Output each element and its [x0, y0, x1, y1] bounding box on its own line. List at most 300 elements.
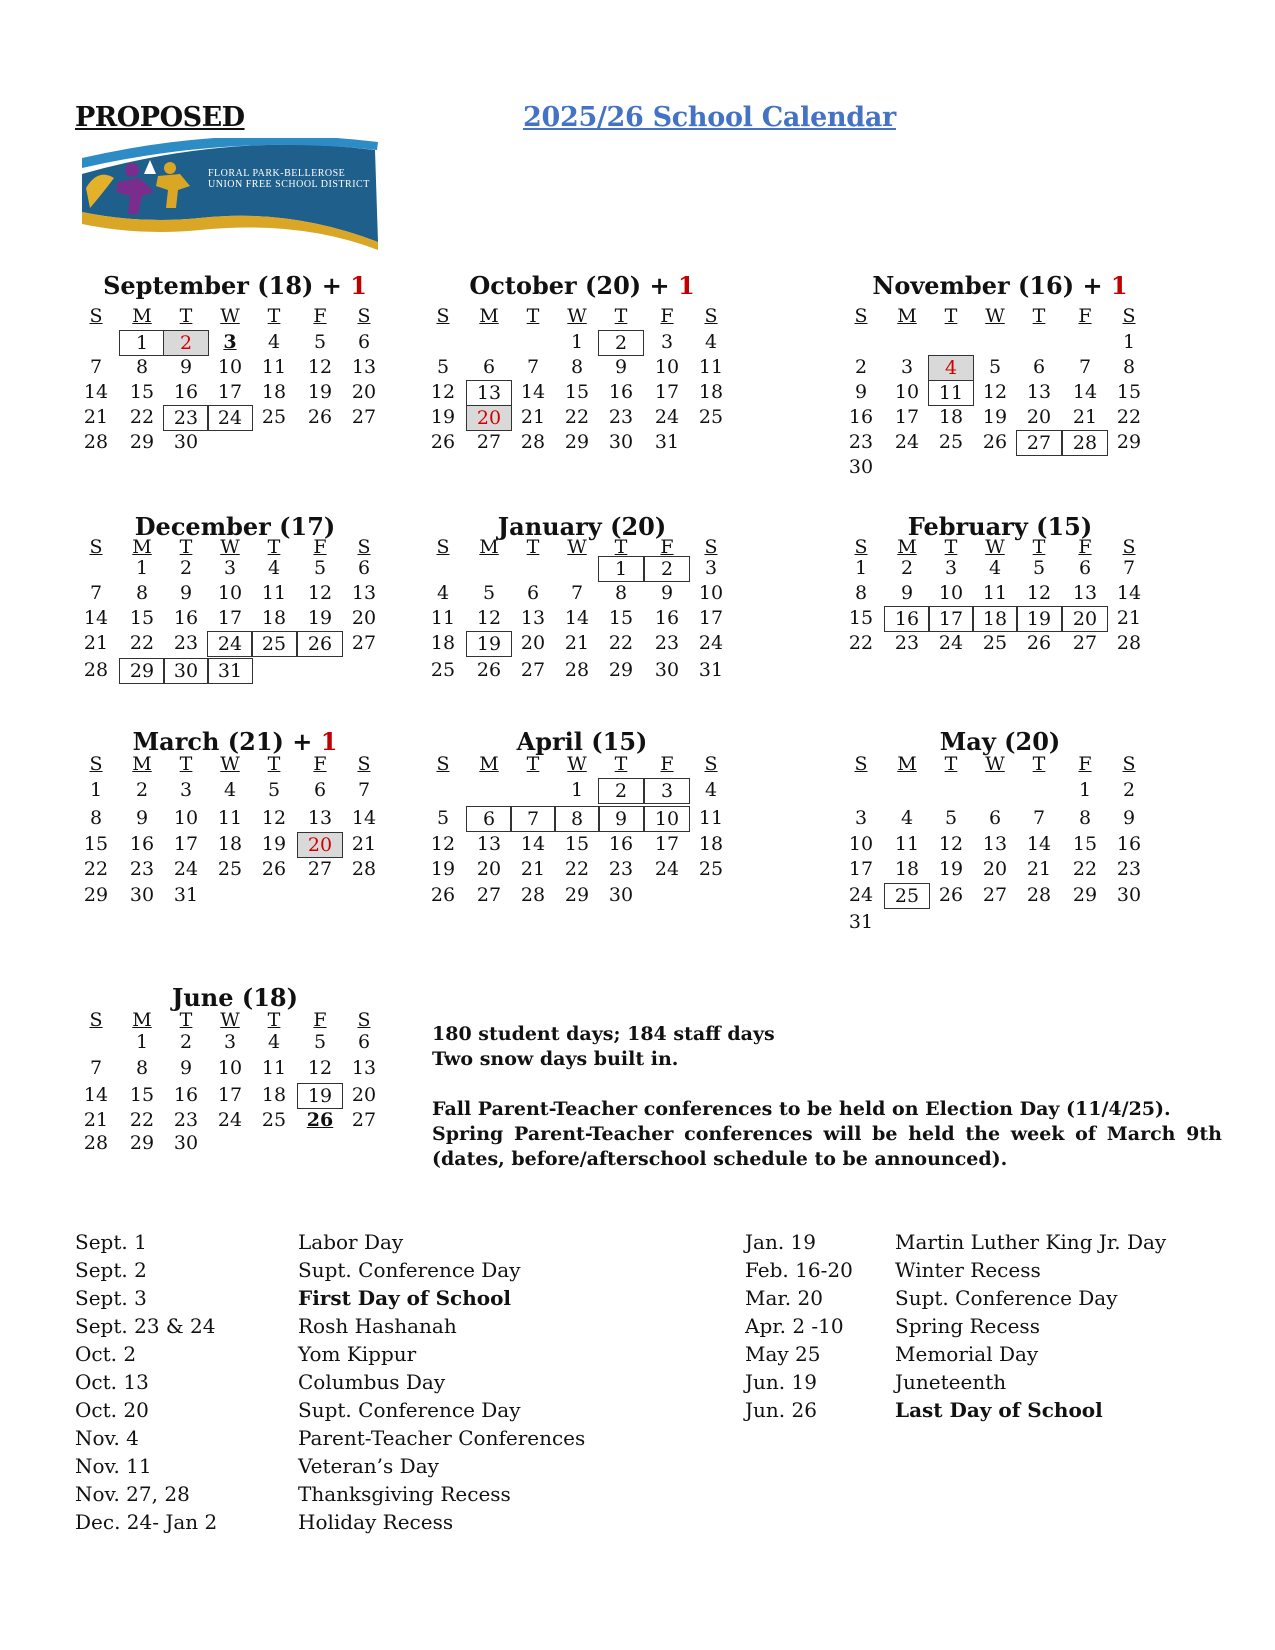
calendar-day: 16: [173, 607, 199, 629]
holiday-event-text: Labor Day: [298, 1230, 404, 1254]
calendar-day: 25: [217, 858, 243, 880]
calendar-day: 15: [564, 381, 590, 403]
calendar-day: 16: [608, 381, 634, 403]
calendar-day: 19: [982, 406, 1008, 428]
logo-text: [208, 168, 376, 190]
calendar-day: 5: [313, 331, 327, 353]
holiday-event: [298, 1228, 585, 1256]
calendar-day: 1: [854, 557, 868, 579]
calendar-day: 1: [570, 779, 584, 801]
calendar-day: 29: [119, 658, 165, 684]
calendar-day: 12: [430, 833, 456, 855]
weekday-label: M: [897, 536, 917, 558]
calendar-day: 5: [482, 582, 496, 604]
calendar-day: 27: [476, 884, 502, 906]
holiday-event-text: Supt. Conference Day: [298, 1398, 521, 1422]
calendar-day: 26: [430, 884, 456, 906]
weekday-label: T: [267, 536, 281, 558]
holiday-event-text: Winter Recess: [895, 1258, 1041, 1282]
weekday-label: W: [985, 305, 1005, 327]
weekday-label: T: [526, 305, 540, 327]
calendar-day: 20: [351, 381, 377, 403]
month-name: October (20) +: [469, 271, 678, 300]
holiday-events-right: [895, 1228, 1166, 1424]
calendar-day: 9: [900, 582, 914, 604]
calendar-day: 17: [217, 1084, 243, 1106]
calendar-day: 5: [267, 779, 281, 801]
calendar-day: 5: [313, 557, 327, 579]
weekday-label: T: [179, 305, 193, 327]
holiday-event: [895, 1340, 1166, 1368]
weekday-label: S: [704, 536, 718, 558]
weekday-label: S: [357, 305, 371, 327]
holiday-date: Oct. 2: [75, 1342, 137, 1366]
calendar-day: 18: [938, 406, 964, 428]
calendar-day: 26: [1026, 632, 1052, 654]
holiday-dates-left: [75, 1228, 217, 1536]
calendar-day: 12: [982, 381, 1008, 403]
calendar-day: 6: [1078, 557, 1092, 579]
holiday-event: [298, 1424, 585, 1452]
calendar-day: 3: [179, 779, 193, 801]
calendar-day: 22: [83, 858, 109, 880]
calendar-day: 10: [217, 582, 243, 604]
calendar-day: 19: [1016, 606, 1062, 632]
calendar-day: 6: [466, 806, 512, 832]
calendar-day: 23: [173, 1109, 199, 1131]
calendar-day: 3: [944, 557, 958, 579]
calendar-day: 31: [698, 659, 724, 681]
calendar-day: 29: [608, 659, 634, 681]
calendar-day: 1: [1078, 779, 1092, 801]
calendar-day: 21: [520, 406, 546, 428]
calendar-day: 31: [848, 911, 874, 933]
weekday-label: S: [357, 536, 371, 558]
calendar-day: 22: [1116, 406, 1142, 428]
calendar-day: 13: [351, 356, 377, 378]
calendar-day: 16: [173, 1084, 199, 1106]
calendar-day: 23: [894, 632, 920, 654]
calendar-day: 21: [1026, 858, 1052, 880]
weekday-label: S: [704, 305, 718, 327]
calendar-day: 4: [900, 807, 914, 829]
calendar-day: 7: [89, 1057, 103, 1079]
weekday-label: T: [267, 753, 281, 775]
calendar-day: 12: [476, 607, 502, 629]
holiday-event-text: Veteran’s Day: [298, 1454, 439, 1478]
calendar-day: 3: [644, 778, 690, 804]
calendar-day: 8: [614, 582, 628, 604]
holiday-event: [895, 1312, 1166, 1340]
calendar-day: 24: [894, 431, 920, 453]
note-schedule: (dates, before/afterschool schedule to be announced).: [432, 1148, 1008, 1170]
weekday-label: M: [479, 305, 499, 327]
calendar-day: 19: [261, 833, 287, 855]
holiday-event: [298, 1508, 585, 1536]
page-title: 2025/26 School Calendar: [523, 102, 896, 133]
calendar-day: 8: [554, 806, 600, 832]
calendar-day: 1: [135, 557, 149, 579]
weekday-label: F: [313, 305, 327, 327]
calendar-day: 8: [570, 356, 584, 378]
calendar-day: 8: [89, 807, 103, 829]
calendar-day: 28: [520, 431, 546, 453]
calendar-day: 14: [83, 607, 109, 629]
calendar-day: 9: [179, 356, 193, 378]
calendar-day: 10: [217, 1057, 243, 1079]
calendar-day: 9: [179, 1057, 193, 1079]
weekday-label: W: [985, 753, 1005, 775]
calendar-day: 16: [1116, 833, 1142, 855]
holiday-event: [298, 1256, 585, 1284]
calendar-day: 19: [307, 381, 333, 403]
calendar-day: 6: [357, 331, 371, 353]
weekday-label: S: [436, 305, 450, 327]
calendar-day: 9: [135, 807, 149, 829]
calendar-day: 19: [466, 631, 512, 657]
calendar-day: 4: [267, 557, 281, 579]
calendar-day: 1: [119, 330, 165, 356]
calendar-day: 21: [351, 833, 377, 855]
calendar-day: 25: [698, 406, 724, 428]
calendar-day: 1: [598, 556, 644, 582]
month-name: February (15): [907, 512, 1093, 541]
calendar-day: 10: [173, 807, 199, 829]
calendar-day: 14: [1116, 582, 1142, 604]
calendar-day: 23: [654, 632, 680, 654]
calendar-day: 26: [261, 858, 287, 880]
calendar-day: 12: [307, 582, 333, 604]
calendar-day: 30: [173, 1132, 199, 1154]
calendar-day: 3: [660, 331, 674, 353]
calendar-day: 29: [564, 884, 590, 906]
month-name: November (16) +: [872, 271, 1111, 300]
calendar-day: 10: [894, 381, 920, 403]
calendar-day: 17: [217, 381, 243, 403]
calendar-day: 28: [83, 431, 109, 453]
calendar-day: 24: [173, 858, 199, 880]
calendar-day: 23: [848, 431, 874, 453]
calendar-day: 19: [430, 406, 456, 428]
weekday-label: S: [89, 536, 103, 558]
calendar-day: 2: [598, 330, 644, 356]
calendar-day: 18: [430, 632, 456, 654]
weekday-label: F: [313, 753, 327, 775]
weekday-label: F: [660, 753, 674, 775]
weekday-label: W: [220, 753, 240, 775]
calendar-day: 2: [179, 1031, 193, 1053]
holiday-event: [298, 1368, 585, 1396]
weekday-label: W: [567, 305, 587, 327]
weekday-label: W: [220, 1009, 240, 1031]
weekday-label: W: [567, 536, 587, 558]
holiday-event-text: Supt. Conference Day: [895, 1286, 1118, 1310]
calendar-day: 11: [982, 582, 1008, 604]
calendar-day: 28: [520, 884, 546, 906]
calendar-day: 22: [129, 406, 155, 428]
calendar-day: 19: [307, 607, 333, 629]
calendar-day: 20: [520, 632, 546, 654]
holiday-event: [298, 1340, 585, 1368]
calendar-day: 22: [564, 406, 590, 428]
calendar-day: 12: [938, 833, 964, 855]
calendar-day: 15: [129, 381, 155, 403]
weekday-label: M: [897, 753, 917, 775]
calendar-day: 2: [854, 356, 868, 378]
calendar-day: 7: [1078, 356, 1092, 378]
weekday-label: M: [132, 305, 152, 327]
weekday-label: W: [567, 753, 587, 775]
calendar-day: 9: [179, 582, 193, 604]
holiday-event-text: Rosh Hashanah: [298, 1314, 457, 1338]
holiday-event-text: Columbus Day: [298, 1370, 446, 1394]
calendar-day: 2: [179, 557, 193, 579]
calendar-day: 3: [223, 331, 237, 353]
holiday-event: [895, 1368, 1166, 1396]
holiday-event: [298, 1284, 585, 1312]
weekday-label: T: [614, 753, 628, 775]
month-extra-days: 1: [350, 271, 367, 300]
calendar-day: 5: [436, 807, 450, 829]
weekday-label: F: [1078, 753, 1092, 775]
calendar-day: 25: [938, 431, 964, 453]
calendar-day: 21: [520, 858, 546, 880]
calendar-day: 23: [163, 405, 209, 431]
calendar-day: 24: [698, 632, 724, 654]
calendar-day: 25: [884, 883, 930, 909]
holiday-event: [895, 1256, 1166, 1284]
district-logo: [80, 138, 380, 250]
calendar-day: 22: [129, 1109, 155, 1131]
calendar-day: 18: [972, 606, 1018, 632]
calendar-day: 10: [654, 356, 680, 378]
month-name: September (18) +: [103, 271, 351, 300]
calendar-day: 13: [307, 807, 333, 829]
calendar-day: 15: [1116, 381, 1142, 403]
calendar-day: 17: [928, 606, 974, 632]
weekday-label: S: [89, 1009, 103, 1031]
holiday-date: Mar. 20: [745, 1286, 823, 1310]
district-logo-graphic: [80, 138, 380, 250]
holiday-event-text: Memorial Day: [895, 1342, 1039, 1366]
calendar-day: 6: [482, 356, 496, 378]
weekday-label: S: [436, 753, 450, 775]
calendar-day: 3: [704, 557, 718, 579]
calendar-day: 15: [848, 607, 874, 629]
calendar-day: 28: [1116, 632, 1142, 654]
calendar-day: 13: [466, 380, 512, 406]
calendar-day: 27: [351, 406, 377, 428]
calendar-day: 14: [1026, 833, 1052, 855]
holiday-event-text: Yom Kippur: [298, 1342, 417, 1366]
holiday-event: [298, 1452, 585, 1480]
calendar-day: 12: [307, 356, 333, 378]
calendar-day: 22: [129, 632, 155, 654]
calendar-day: 28: [564, 659, 590, 681]
calendar-day: 8: [854, 582, 868, 604]
calendar-day: 10: [938, 582, 964, 604]
calendar-day: 6: [357, 1031, 371, 1053]
calendar-day: 25: [982, 632, 1008, 654]
holiday-event: [298, 1396, 585, 1424]
weekday-label: T: [179, 753, 193, 775]
calendar-day: 17: [217, 607, 243, 629]
calendar-day: 7: [89, 582, 103, 604]
calendar-day: 20: [1062, 606, 1108, 632]
calendar-day: 4: [223, 779, 237, 801]
calendar-day: 16: [608, 833, 634, 855]
weekday-label: W: [220, 536, 240, 558]
calendar-day: 10: [698, 582, 724, 604]
calendar-day: 3: [223, 557, 237, 579]
calendar-day: 5: [944, 807, 958, 829]
calendar-day: 12: [307, 1057, 333, 1079]
calendar-day: 15: [608, 607, 634, 629]
calendar-day: 11: [698, 356, 724, 378]
calendar-day: 12: [430, 381, 456, 403]
calendar-day: 20: [1026, 406, 1052, 428]
weekday-label: T: [944, 305, 958, 327]
holiday-event-text: First Day of School: [298, 1286, 512, 1310]
calendar-day: 15: [129, 607, 155, 629]
calendar-day: 24: [654, 406, 680, 428]
calendar-day: 7: [1122, 557, 1136, 579]
holiday-date: Nov. 4: [75, 1426, 139, 1450]
month-extra-days: 1: [677, 271, 695, 300]
calendar-day: 24: [654, 858, 680, 880]
holiday-event: [895, 1228, 1166, 1256]
holiday-date: Sept. 23 & 24: [75, 1314, 216, 1338]
calendar-day: 5: [436, 356, 450, 378]
holiday-date: Dec. 24- Jan 2: [75, 1510, 218, 1534]
calendar-day: 30: [848, 456, 874, 478]
calendar-day: 13: [982, 833, 1008, 855]
calendar-day: 28: [1062, 430, 1108, 456]
calendar-day: 3: [900, 356, 914, 378]
holiday-date: Apr. 2 -10: [745, 1314, 844, 1338]
calendar-day: 29: [564, 431, 590, 453]
calendar-day: 7: [570, 582, 584, 604]
calendar-day: 8: [135, 356, 149, 378]
proposed-label: PROPOSED: [75, 102, 245, 133]
calendar-day: 30: [1116, 884, 1142, 906]
calendar-day: 17: [698, 607, 724, 629]
calendar-day: 14: [351, 807, 377, 829]
calendar-day: 26: [476, 659, 502, 681]
calendar-day: 6: [1032, 356, 1046, 378]
note-days: 180 student days; 184 staff days: [432, 1023, 775, 1045]
weekday-label: S: [436, 536, 450, 558]
weekday-label: T: [1032, 305, 1046, 327]
holiday-event: [298, 1312, 585, 1340]
holiday-date: Nov. 11: [75, 1454, 152, 1478]
calendar-day: 4: [704, 331, 718, 353]
calendar-day: 25: [261, 1109, 287, 1131]
calendar-day: 18: [261, 381, 287, 403]
calendar-day: 23: [129, 858, 155, 880]
calendar-day: 20: [351, 1084, 377, 1106]
holiday-event-text: Holiday Recess: [298, 1510, 454, 1534]
calendar-day: 2: [163, 330, 209, 356]
calendar-day: 11: [217, 807, 243, 829]
holiday-date: Oct. 20: [75, 1398, 149, 1422]
weekday-label: T: [267, 1009, 281, 1031]
calendar-day: 26: [307, 406, 333, 428]
weekday-label: S: [704, 753, 718, 775]
calendar-day: 21: [1072, 406, 1098, 428]
month-name: December (17): [134, 512, 336, 541]
month-title: [422, 272, 742, 300]
calendar-day: 30: [163, 658, 209, 684]
calendar-day: 2: [644, 556, 690, 582]
calendar-day: 16: [654, 607, 680, 629]
calendar-day: 4: [704, 779, 718, 801]
calendar-day: 21: [83, 632, 109, 654]
holiday-event-text: Juneteenth: [895, 1370, 1007, 1394]
calendar-day: 27: [982, 884, 1008, 906]
weekday-label: T: [1032, 536, 1046, 558]
weekday-label: F: [313, 536, 327, 558]
weekday-label: S: [1122, 305, 1136, 327]
weekday-label: W: [220, 305, 240, 327]
calendar-day: 26: [982, 431, 1008, 453]
calendar-day: 18: [261, 607, 287, 629]
calendar-day: 1: [1122, 331, 1136, 353]
weekday-label: T: [944, 536, 958, 558]
calendar-day: 11: [894, 833, 920, 855]
holiday-event-text: Spring Recess: [895, 1314, 1040, 1338]
month-title: [75, 272, 395, 300]
calendar-day: 17: [173, 833, 199, 855]
calendar-day: 4: [267, 331, 281, 353]
calendar-day: 17: [654, 833, 680, 855]
month-extra-days: 1: [1110, 271, 1128, 300]
calendar-day: 4: [928, 355, 974, 381]
calendar-day: 8: [1122, 356, 1136, 378]
calendar-day: 2: [135, 779, 149, 801]
calendar-day: 18: [698, 381, 724, 403]
calendar-day: 2: [598, 778, 644, 804]
calendar-day: 29: [83, 884, 109, 906]
logo-text-line2: UNION FREE SCHOOL DISTRICT: [208, 179, 370, 190]
note-snow: Two snow days built in.: [432, 1048, 679, 1070]
calendar-day: 28: [1026, 884, 1052, 906]
holiday-event: [895, 1396, 1166, 1424]
calendar-day: 21: [83, 406, 109, 428]
holiday-event-text: Thanksgiving Recess: [298, 1482, 511, 1506]
calendar-day: 3: [854, 807, 868, 829]
calendar-day: 30: [129, 884, 155, 906]
calendar-day: 1: [570, 331, 584, 353]
calendar-day: 1: [135, 1031, 149, 1053]
calendar-day: 7: [526, 356, 540, 378]
weekday-label: M: [132, 1009, 152, 1031]
calendar-day: 31: [173, 884, 199, 906]
calendar-day: 8: [135, 582, 149, 604]
calendar-day: 14: [1072, 381, 1098, 403]
calendar-day: 2: [1122, 779, 1136, 801]
calendar-day: 12: [1026, 582, 1052, 604]
weekday-label: F: [660, 305, 674, 327]
calendar-day: 27: [307, 858, 333, 880]
weekday-label: M: [897, 305, 917, 327]
calendar-day: 27: [520, 659, 546, 681]
calendar-day: 26: [306, 1109, 334, 1131]
weekday-label: S: [854, 305, 868, 327]
calendar-day: 16: [884, 606, 930, 632]
calendar-day: 13: [1072, 582, 1098, 604]
calendar-day: 20: [476, 858, 502, 880]
